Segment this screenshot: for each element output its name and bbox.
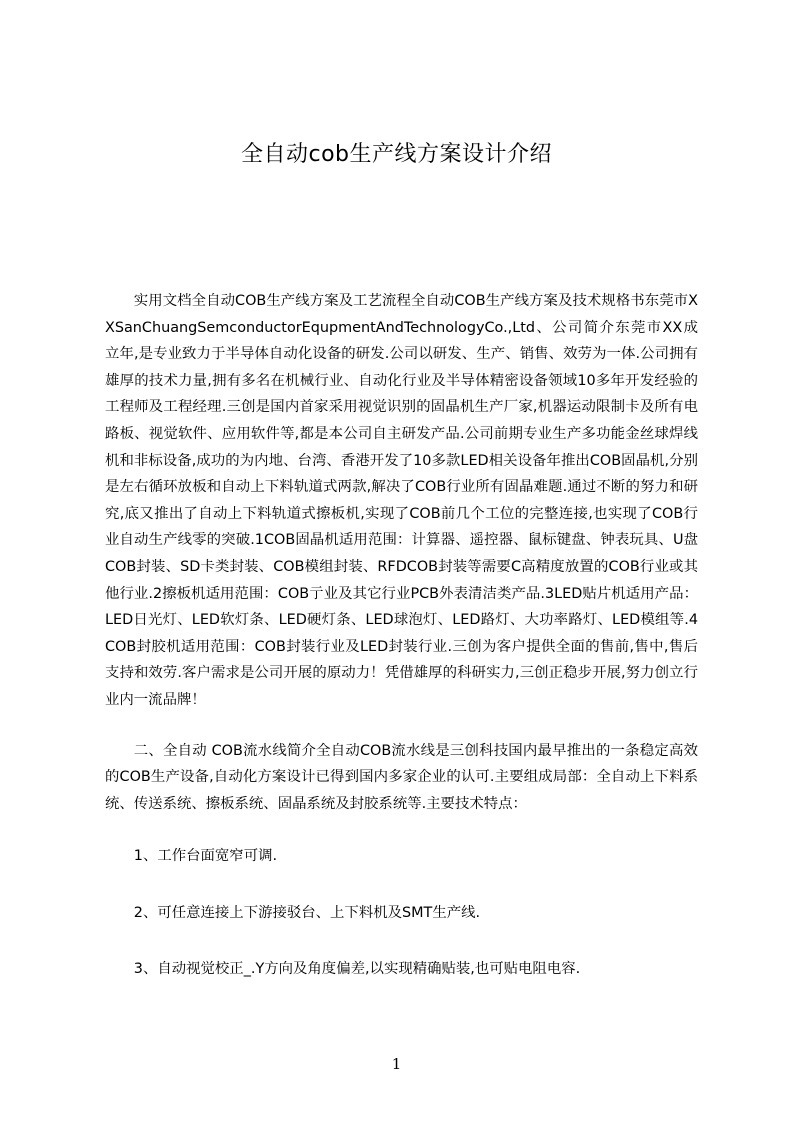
page-number: 1 — [391, 1055, 402, 1073]
feature-item: 3、自动视觉校正_.Y方向及角度偏差,以实现精确贴装,也可贴电阻电容. — [133, 961, 581, 978]
document-body — [105, 288, 698, 1013]
intro-paragraph: 实用文档全自动COB生产线方案及工艺流程全自动COB生产线方案及技术规格书东莞市XXSanChuangSemconductorEqupmentAndTechnologyCo.,Ltd、公司简介东莞市XX成立年,是专业致力于半导体自动化设备的研发.公司以研发、生产、销售、效劳为一体.公司拥有雄厚的技术力量,拥有多名在机械行业、自动化行业及半导体精密设备领域10多年开发经验的工程师及工程经理.三创是国内首家采用视觉识别的固晶机生产厂家,机器运动限制卡及所有电路板、视觉软件、应用软件等,都是本公司自主研发产品.公司前期专业生产多功能金丝球焊线机和非标设备,成功的为内地、台湾、香港开发了10多款LED相关设备年推出COB固晶机,分别是左右循环放板和自动上下料轨道式两款,解决了COB行业所有固晶难题.通过不断的努力和研究,底又推出了自动上下料轨道式擦板机,实现了COB前几个工位的完整连接,也实现了COB行业自动生产线零的突破.1COB固晶机适用范围：计算器、遥控器、鼠标键盘、钟表玩具、U盘COB封装、SD卡类封装、COB模组封装、RFDCOB封装等需要C高精度放置的COB行业或其他行业.2擦板机适用范围：COB亍业及其它行业PCB外表清洁类产品.3LED贴片机适用产品：LED日光灯、LED软灯条、LED硬灯条、LED球泡灯、LED路灯、大功率路灯、LED模组等.4COB封胶机适用范围：COB封装行业及LED封装行业.三创为客户提供全面的售前,售中,售后支持和效劳.客户需求是公司开展的原动力！凭借雄厚的科研实力,三创正稳步开展,努力创立行业内一流品牌！ — [105, 293, 698, 708]
feature-item: 2、可任意连接上下游接驳台、上下料机及SMT生产线. — [133, 904, 481, 921]
feature-item: 1、工作台面宽窄可调. — [133, 848, 278, 865]
document-title: 全自动cob生产线方案设计介绍 — [240, 142, 553, 167]
section-paragraph: 二、全自动 COB流水线简介全自动COB流水线是三创科技国内最早推出的一条稳定高效的COB生产设备,自动化方案设计已得到国内多家企业的认可.主要组成局部：全自动上下料系统、传送系统、擦板系统、固晶系统及封胶系统等.主要技术特点： — [105, 742, 698, 812]
